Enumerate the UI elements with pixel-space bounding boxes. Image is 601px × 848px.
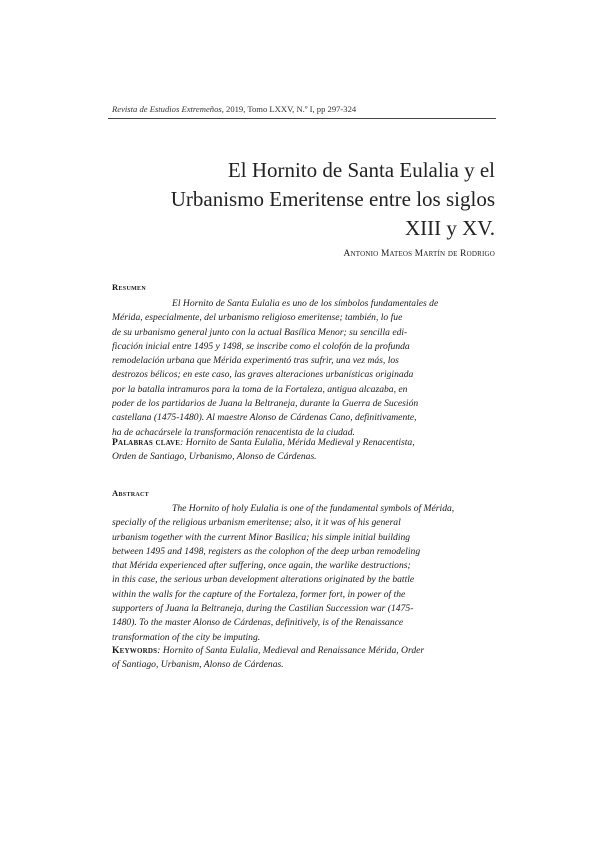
resumen-heading: Resumen <box>112 282 146 292</box>
keywords <box>112 644 496 673</box>
resumen-line: Mérida, especialmente, del urbanismo religioso emeritense; también, lo fue <box>112 312 403 324</box>
resumen-body <box>112 297 496 440</box>
citation-info: , 2019, Tomo LXXV, N.º I, pp 297-324 <box>221 104 357 114</box>
abstract-line: transformation of the city be imputing. <box>112 631 261 643</box>
abstract-body <box>112 502 496 645</box>
article-title <box>150 156 495 243</box>
header-rule <box>108 118 496 119</box>
palabras-clave-line: : Hornito de Santa Eulalia, Mérida Medieval y Renacentista, <box>180 437 415 448</box>
abstract-line: within the walls for the capture of the Fortaleza, former fort, in power of the <box>112 588 406 600</box>
abstract-line: that Mérida experienced after suffering, once again, the warlike destructions; <box>112 560 411 572</box>
abstract-heading: Abstract <box>112 488 149 498</box>
resumen-line: destrozos bélicos; en este caso, las graves alteraciones urbanísticas originada <box>112 369 414 381</box>
resumen-line: ficación inicial entre 1495 y 1498, se inscribe como el colofón de la profunda <box>112 340 410 352</box>
resumen-line: por la batalla intramuros para la toma de la Fortaleza, antigua alcazaba, en <box>112 383 408 395</box>
palabras-clave-line: Orden de Santiago, Urbanismo, Alonso de Cárdenas. <box>112 451 317 463</box>
title-line-1: El Hornito de Santa Eulalia y el <box>227 158 495 182</box>
palabras-clave <box>112 436 496 465</box>
resumen-line: remodelación urbana que Mérida experimentó tras sufrir, una vez más, los <box>112 355 399 367</box>
keywords-label: Keywords <box>112 645 158 656</box>
resumen-line: El Hornito de Santa Eulalia es uno de los símbolos fundamentales de <box>172 298 439 309</box>
resumen-line: ha de achacársele la transformación renacentista de la ciudad. <box>112 426 355 438</box>
title-line-3: XIII y XV. <box>404 216 495 240</box>
abstract-line: specially of the religious urbanism emeritense; also, it it was of his general <box>112 517 401 529</box>
abstract-line: 1480). To the master Alonso de Cárdenas, definitively, is of the Renaissance <box>112 617 404 629</box>
resumen-line: castellana (1475-1480). Al maestre Alonso de Cárdenas Cano, definitivamente, <box>112 412 417 424</box>
abstract-line: in this case, the serious urban development alterations originated by the battle <box>112 574 415 586</box>
palabras-clave-label: Palabras clave <box>112 437 181 448</box>
abstract-line: supporters of Juana la Beltraneja, during the Castilian Succession war (1475- <box>112 603 414 615</box>
running-header <box>112 104 492 114</box>
keywords-line: : Hornito of Santa Eulalia, Medieval and Renaissance Mérida, Order <box>157 645 425 656</box>
author-name: Antonio Mateos Martín de Rodrigo <box>343 249 495 259</box>
abstract-line: The Hornito of holy Eulalia is one of the fundamental symbols of Mérida, <box>172 503 455 514</box>
keywords-line: of Santiago, Urbanism, Alonso de Cárdenas. <box>112 659 284 671</box>
resumen-line: de su urbanismo general junto con la actual Basílica Menor; su sencilla edi- <box>112 326 408 338</box>
journal-name: Revista de Estudios Extremeños <box>112 104 222 114</box>
resumen-line: poder de los partidarios de Juana la Beltraneja, durante la Guerra de Sucesión <box>112 398 419 410</box>
abstract-line: between 1495 and 1498, registers as the colophon of the deep urban remodeling <box>112 545 421 557</box>
abstract-line: urbanism together with the current Minor Basilica; his simple initial building <box>112 531 411 543</box>
title-line-2: Urbanismo Emeritense entre los siglos <box>170 187 495 211</box>
